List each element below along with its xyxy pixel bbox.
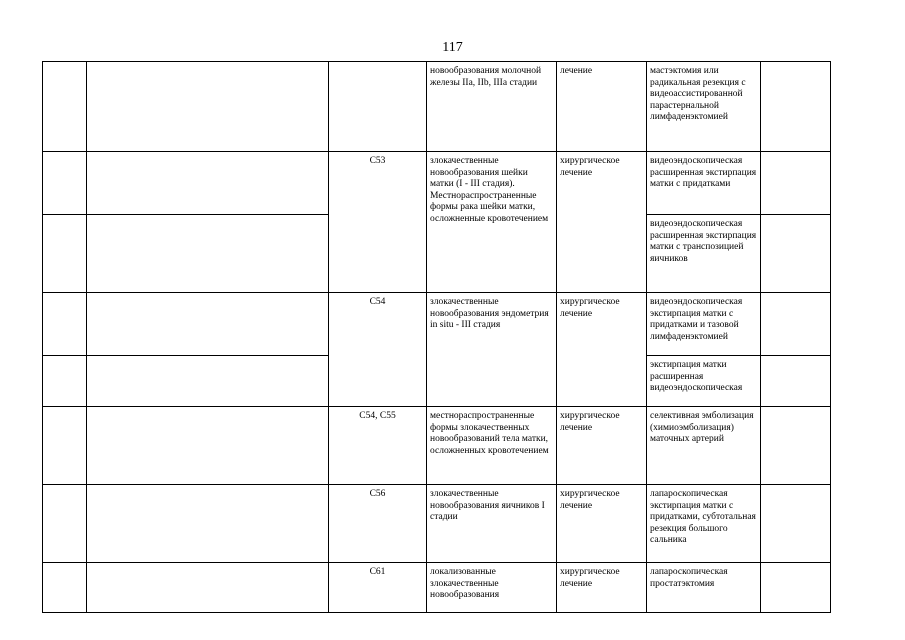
cell-number [43,407,87,485]
cell-method: видеоэндоскопическая расширенная экстирпация матки с транспозицией яичников [647,215,761,293]
cell-method: видеоэндоскопическая расширенная экстирпация матки с придатками [647,152,761,215]
cell-diagnosis: локализованные злокачественные новообразования [427,563,557,613]
cell-diagnosis: злокачественные новообразования шейки матки (I - III стадия). Местнораспространенные формы рака шейки матки, осложненные кровотечением [427,152,557,293]
table-row [43,293,831,356]
cell-number [43,356,87,407]
cell-icd-code: C54 [329,293,427,407]
cell-procedure-name [87,215,329,293]
cell-diagnosis: злокачественные новообразования эндометрия in situ - III стадия [427,293,557,407]
cell-number [43,293,87,356]
cell-icd-code: C53 [329,152,427,293]
cell-diagnosis: местнораспространенные формы злокачественных новообразований тела матки, осложненных кровотечением [427,407,557,485]
medical-procedures-table [42,61,831,613]
cell-procedure-name [87,293,329,356]
cell-cost [761,356,831,407]
cell-procedure-name [87,563,329,613]
cell-treatment-type: хирургическое лечение [557,152,647,293]
cell-cost [761,293,831,356]
cell-icd-code: C61 [329,563,427,613]
cell-cost [761,215,831,293]
cell-treatment-type: хирургическое лечение [557,485,647,563]
cell-number [43,62,87,152]
cell-icd-code [329,62,427,152]
page-number: 117 [442,40,463,55]
cell-number [43,215,87,293]
cell-diagnosis: злокачественные новообразования яичников I стадии [427,485,557,563]
table-row [43,62,831,152]
cell-treatment-type: хирургическое лечение [557,407,647,485]
cell-diagnosis: новообразования молочной железы IIa, IIb, IIIa стадии [427,62,557,152]
cell-method: лапароскопическая экстирпация матки с придатками, субтотальная резекция большого сальника [647,485,761,563]
cell-treatment-type: хирургическое лечение [557,293,647,407]
table-row [43,152,831,215]
cell-cost [761,485,831,563]
cell-number [43,152,87,215]
cell-procedure-name [87,485,329,563]
cell-procedure-name [87,152,329,215]
cell-method: лапароскопическая простатэктомия [647,563,761,613]
cell-procedure-name [87,62,329,152]
cell-icd-code: C56 [329,485,427,563]
cell-cost [761,407,831,485]
cell-icd-code: C54, C55 [329,407,427,485]
cell-method: видеоэндоскопическая экстирпация матки с придатками и тазовой лимфаденэктомией [647,293,761,356]
cell-method: селективная эмболизация (химиоэмболизация) маточных артерий [647,407,761,485]
table-row [43,563,831,613]
cell-method: экстирпация матки расширенная видеоэндоскопическая [647,356,761,407]
cell-cost [761,152,831,215]
cell-number [43,563,87,613]
cell-treatment-type: лечение [557,62,647,152]
table-row [43,485,831,563]
cell-number [43,485,87,563]
cell-cost [761,563,831,613]
cell-method: мастэктомия или радикальная резекция с видеоассистированной парастернальной лимфаденэктомией [647,62,761,152]
cell-treatment-type: хирургическое лечение [557,563,647,613]
cell-cost [761,62,831,152]
cell-procedure-name [87,356,329,407]
table-row [43,407,831,485]
cell-procedure-name [87,407,329,485]
